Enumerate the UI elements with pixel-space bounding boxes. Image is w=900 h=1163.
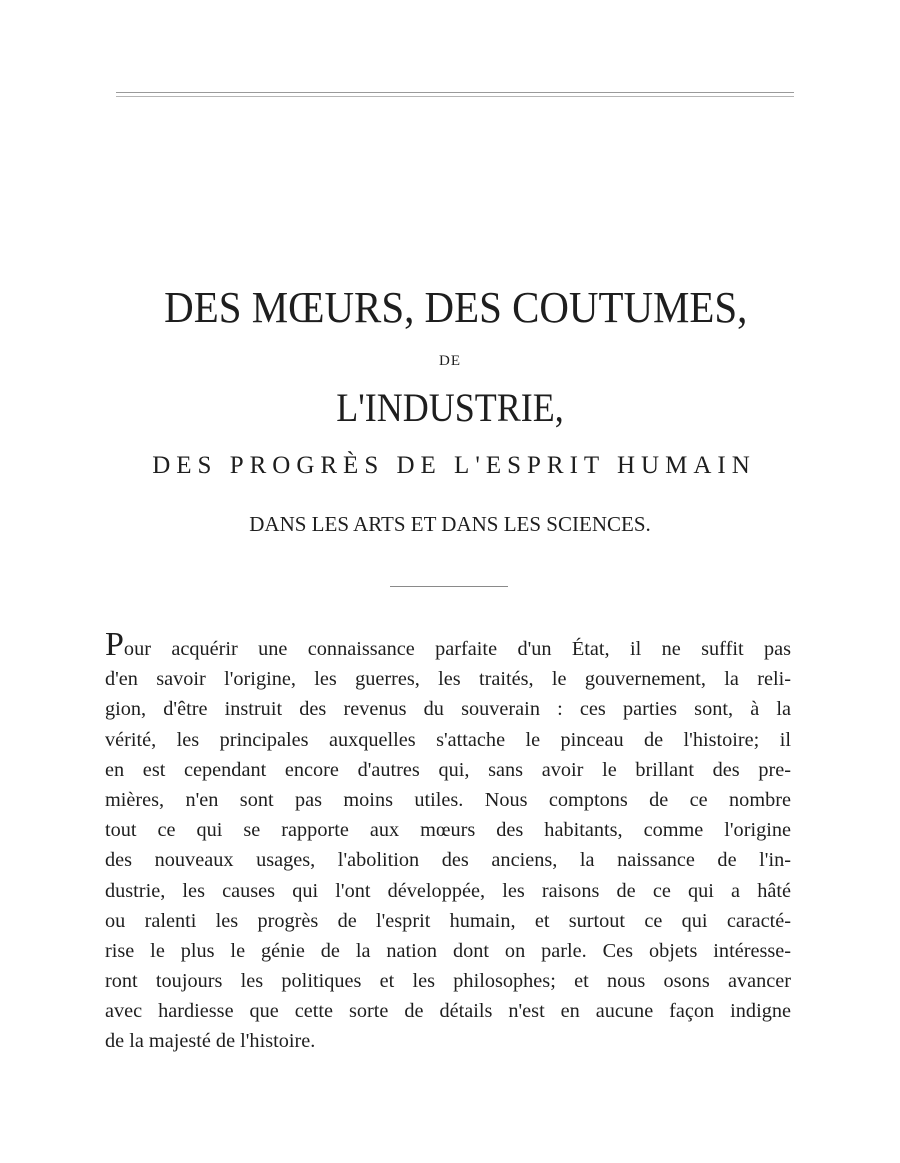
chapter-title-line-5: DANS LES ARTS ET DANS LES SCIENCES. [249,512,651,536]
top-double-rule [116,92,794,93]
body-line: dustrie, les causes qui l'ont développée, les raisons de ce qui a hâté [105,879,791,902]
chapter-title-line-2: DE [439,353,461,369]
chapter-title-line-3: L'INDUSTRIE, [336,385,564,430]
body-line: vérité, les principales auxquelles s'attache le pinceau de l'histoire; il [105,728,791,751]
body-line: mières, n'en sont pas moins utiles. Nous comptons de ce nombre [105,788,791,811]
body-line: Pour acquérir une connaissance parfaite d'un État, il ne suffit pas [105,626,791,663]
body-line: en est cependant encore d'autres qui, sans avoir le brillant des pre- [105,758,791,781]
chapter-title-line-4: DES PROGRÈS DE L'ESPRIT HUMAIN [152,452,756,479]
body-line: ou ralenti les progrès de l'esprit humain, et surtout ce qui caracté- [105,909,791,932]
body-line: de la majesté de l'histoire. [105,1030,316,1053]
chapter-title-line-1: DES MŒURS, DES COUTUMES, [164,283,748,332]
body-line: gion, d'être instruit des revenus du souverain : ces parties sont, à la [105,698,791,721]
drop-cap: P [105,626,124,663]
body-line: des nouveaux usages, l'abolition des anciens, la naissance de l'in- [105,849,791,872]
body-line: avec hardiesse que cette sorte de détails n'est en aucune façon indigne [105,1000,791,1023]
body-paragraph [105,626,791,1057]
body-line: rise le plus le génie de la nation dont on parle. Ces objets intéresse- [105,939,791,962]
body-line: ront toujours les politiques et les philosophes; et nous osons avancer [105,970,791,993]
body-line: tout ce qui se rapporte aux mœurs des habitants, comme l'origine [105,819,791,842]
body-line: d'en savoir l'origine, les guerres, les traités, le gouvernement, la reli- [105,668,791,691]
section-divider-rule [390,586,508,587]
